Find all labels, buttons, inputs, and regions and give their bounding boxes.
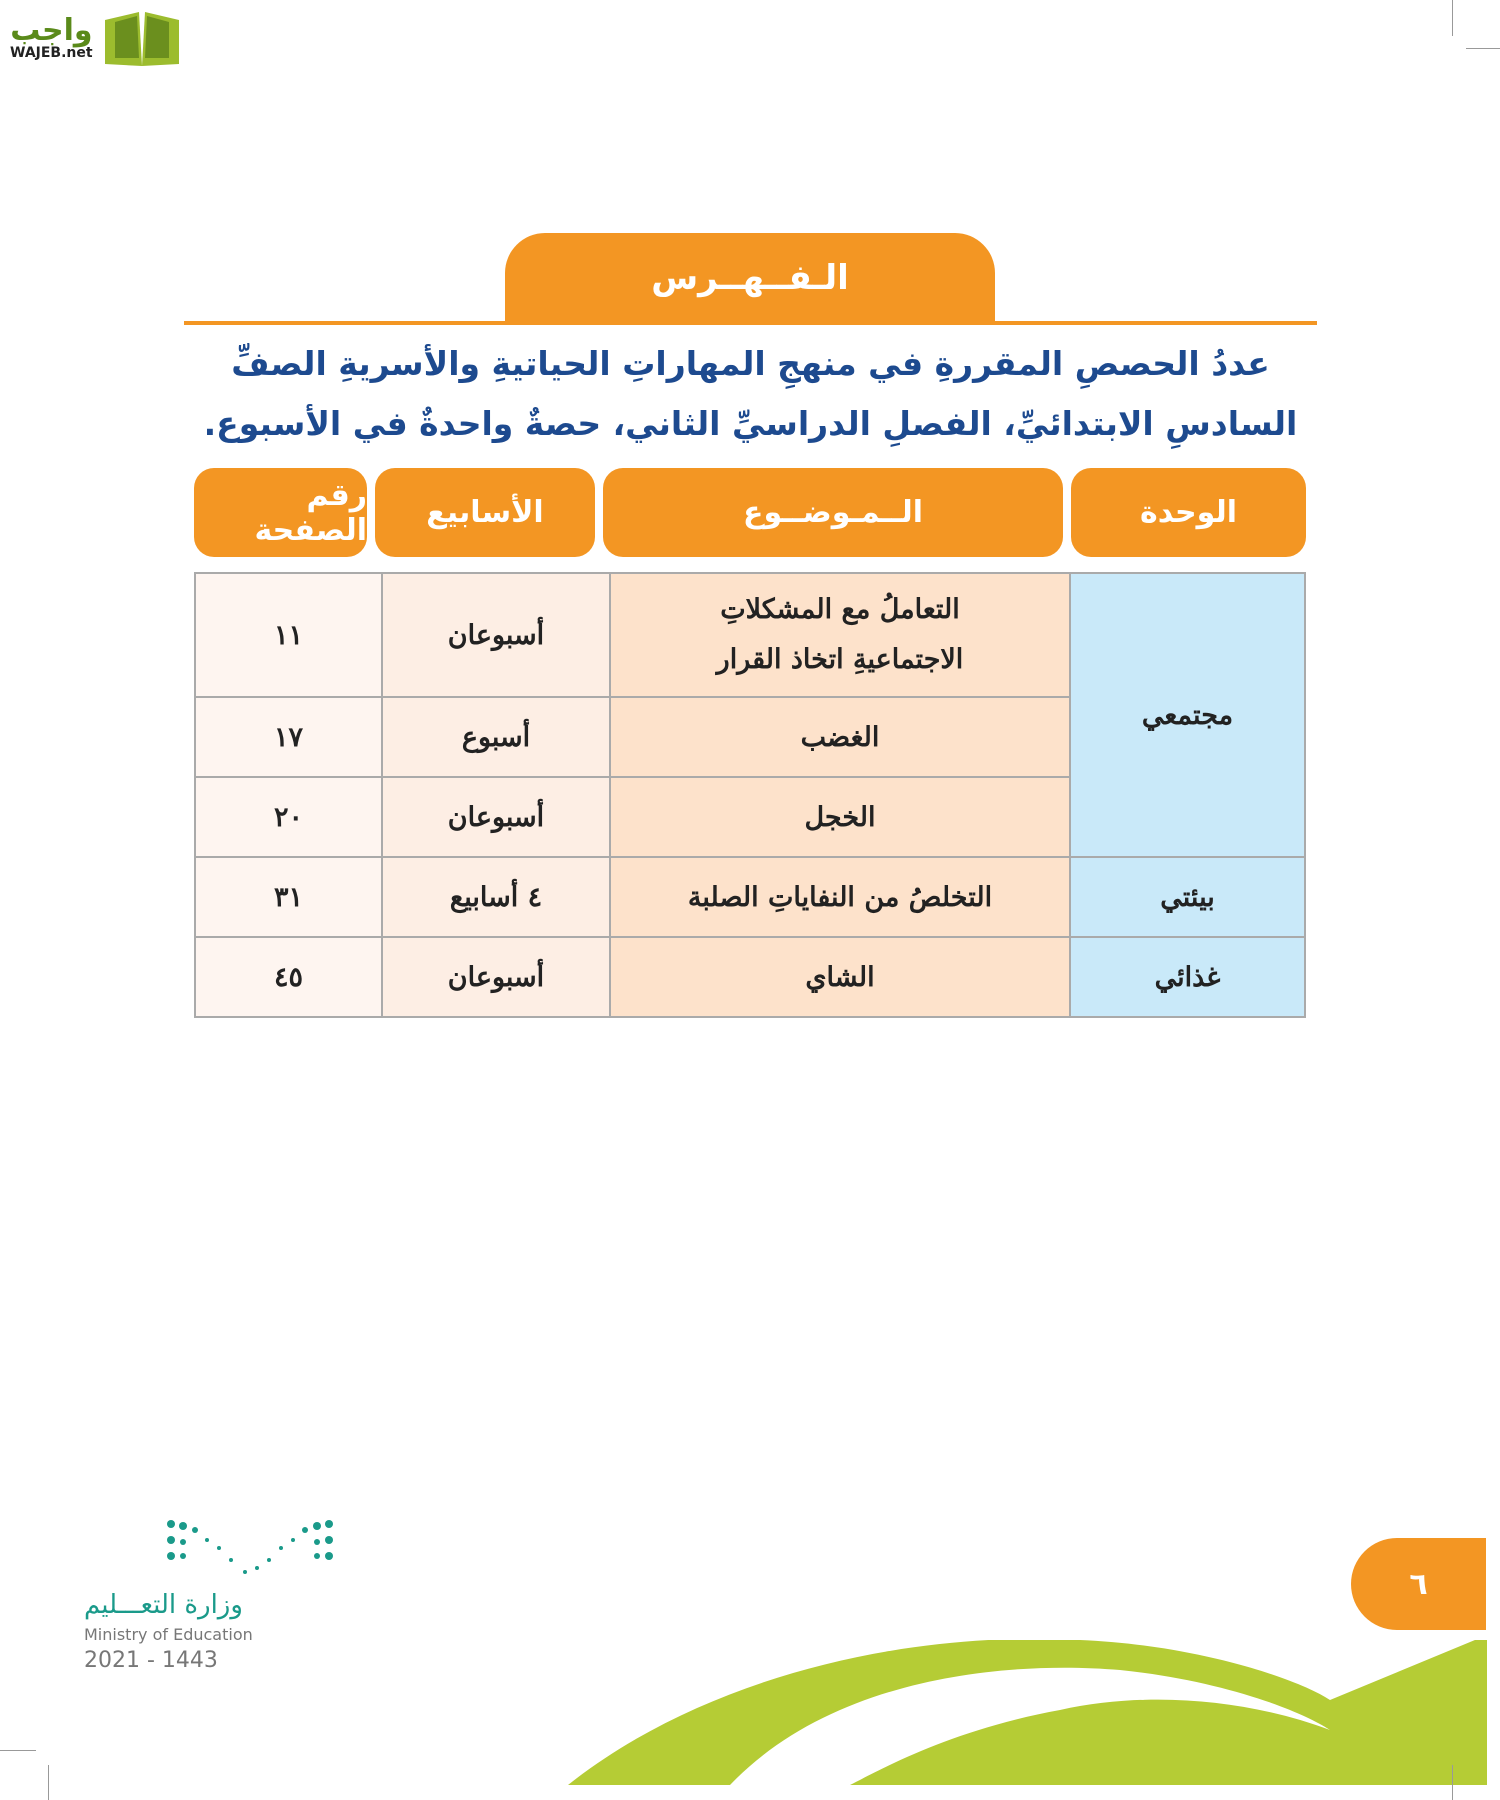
wajeb-logo[interactable] <box>10 8 183 68</box>
weeks-cell: أسبوعان <box>382 937 610 1017</box>
page-cell: ١١ <box>195 573 382 697</box>
index-table <box>194 572 1306 1018</box>
green-hill-decoration <box>0 1640 1500 1800</box>
title-rule <box>184 321 1317 325</box>
logo-latin: WAJEB.net <box>10 45 93 61</box>
crop-mark <box>1466 48 1500 49</box>
page-number: ٦ <box>1351 1538 1486 1630</box>
page-cell: ٤٥ <box>195 937 382 1017</box>
content-flow <box>184 334 1317 1018</box>
crop-mark <box>1452 0 1453 36</box>
header-page: رقم الصفحة <box>194 468 367 557</box>
unit-cell: مجتمعي <box>1070 573 1305 857</box>
ministry-arabic: وزارة التعـــليم <box>84 1590 243 1620</box>
ministry-english: Ministry of Education <box>84 1625 253 1644</box>
book-icon <box>101 8 183 68</box>
topic-cell: التخلصُ من النفاياتِ الصلبة <box>610 857 1070 937</box>
table-row <box>195 573 1305 697</box>
intro-text: عددُ الحصصِ المقررةِ في منهجِ المهاراتِ الحياتيةِ والأسريةِ الصفِّ السادسِ الابتدائيِّ، الفصلِ الدراسيِّ الثاني، حصةٌ واحدةٌ في الأسبوع. <box>203 344 1298 443</box>
table-header-row <box>184 468 1317 557</box>
topic-cell: الخجل <box>610 777 1070 857</box>
header-unit: الوحدة <box>1071 468 1306 557</box>
crop-mark <box>1452 1765 1453 1800</box>
crop-mark <box>48 1765 49 1800</box>
table-row <box>195 857 1305 937</box>
index-title-tab: الـفــهــرس <box>505 233 995 323</box>
header-topic: الــمـوضــوع <box>603 468 1063 557</box>
page-cell: ٣١ <box>195 857 382 937</box>
unit-cell: بيئتي <box>1070 857 1305 937</box>
weeks-cell: أسبوعان <box>382 777 610 857</box>
logo-arabic: واجب <box>10 13 93 48</box>
header-weeks: الأسابيع <box>375 468 595 557</box>
weeks-cell: ٤ أسابيع <box>382 857 610 937</box>
page-cell: ٢٠ <box>195 777 382 857</box>
weeks-cell: أسبوع <box>382 697 610 777</box>
topic-cell: الشاي <box>610 937 1070 1017</box>
ministry-year: 2021 - 1443 <box>84 1648 218 1673</box>
page-cell: ١٧ <box>195 697 382 777</box>
topic-cell: الغضب <box>610 697 1070 777</box>
weeks-cell: أسبوعان <box>382 573 610 697</box>
topic-cell: التعاملُ مع المشكلاتِ الاجتماعيةِ اتخاذ القرار <box>610 573 1070 697</box>
ministry-logo-icon <box>165 1518 335 1578</box>
table-row <box>195 937 1305 1017</box>
unit-cell: غذائي <box>1070 937 1305 1017</box>
crop-mark <box>0 1750 36 1751</box>
